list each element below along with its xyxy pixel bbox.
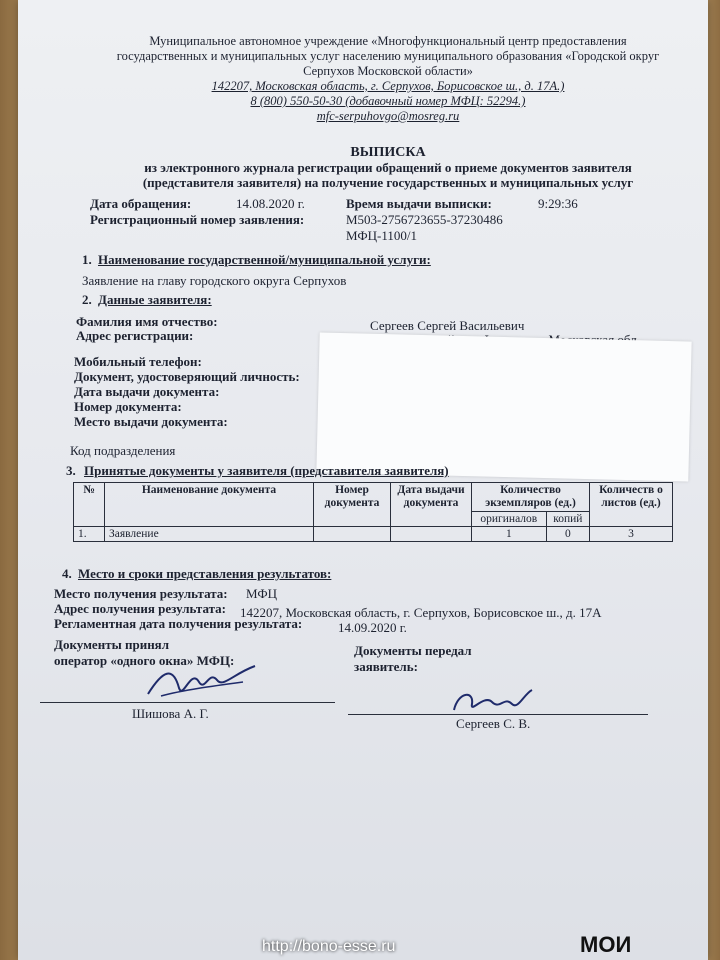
row-sheets: 3 (590, 527, 673, 542)
document-sheet (18, 0, 708, 960)
document-place-label: Место выдачи документа: (74, 414, 228, 429)
result-date-value: 14.09.2020 г. (338, 620, 407, 635)
section1-heading: Наименование государственной/муниципальной услуги: (98, 252, 431, 267)
fio-label: Фамилия имя отчество: (76, 314, 218, 329)
col-originals-header: оригиналов (472, 512, 547, 527)
handed-label-1: Документы передал (354, 643, 472, 658)
org-line-2: государственных и муниципальных услуг населению муниципального образования «Городской округ (116, 49, 660, 63)
col-name-header: Наименование документа (105, 483, 314, 527)
accepted-label-2: оператор «одного окна» МФЦ: (54, 653, 235, 668)
section2-heading: Данные заявителя: (98, 292, 212, 307)
id-document-label: Документ, удостоверяющий личность: (74, 369, 300, 384)
handed-label-2: заявитель: (354, 659, 418, 674)
col-qty-header: Количество экземпляров (ед.) (472, 483, 590, 512)
org-line-3: Серпухов Московской области» (303, 64, 473, 78)
result-place-label: Место получения результата: (54, 586, 228, 601)
row-document-name: Заявление (105, 527, 314, 542)
result-address-value: 142207, Московская область, г. Серпухов, Борисовское ш., д. 17А (240, 605, 602, 620)
document-title (78, 145, 698, 190)
col-number-header: № (74, 483, 105, 527)
division-code-label: Код подразделения (70, 443, 176, 458)
org-address: 142207, Московская область, г. Серпухов, Борисовское ш., д. 17А.) (211, 79, 565, 93)
document-number-label: Номер документа: (74, 399, 182, 414)
result-address-label: Адрес получения результата: (54, 601, 227, 616)
result-date-label: Регламентная дата получения результата: (54, 616, 303, 631)
row-number: 1. (74, 527, 105, 542)
watermark-url: http://bono-esse.ru (262, 938, 396, 955)
document-date-label: Дата выдачи документа: (74, 384, 220, 399)
date-value: 14.08.2020 г. (236, 196, 305, 211)
title-main: ВЫПИСКА (350, 145, 426, 160)
section2-number: 2. (82, 292, 92, 307)
time-value: 9:29:36 (538, 196, 578, 211)
applicant-name: Сергеев С. В. (456, 716, 531, 731)
org-line-1: Муниципальное автономное учреждение «Многофункциональный центр предоставления (149, 34, 627, 48)
row-document-number (314, 527, 391, 542)
operator-name: Шишова А. Г. (132, 706, 209, 721)
org-email: mfc-serpuhovgo@mosreg.ru (316, 109, 460, 123)
organization-header (78, 34, 698, 124)
row-copies: 0 (546, 527, 589, 542)
result-place-value: МФЦ (246, 586, 278, 601)
row-document-date (391, 527, 472, 542)
accepted-documents-table (73, 482, 673, 542)
section3-number: 3. (66, 463, 76, 478)
moi-logo: МОИ (580, 932, 632, 957)
col-docnum-header: Номер документа (314, 483, 391, 527)
service-value: Заявление на главу городского округа Серпухов (82, 273, 347, 288)
reg-value-1: М503-2756723655-37230486 (346, 212, 503, 227)
date-label: Дата обращения: (90, 196, 192, 211)
row-originals: 1 (472, 527, 547, 542)
title-sub-2: (представителя заявителя) на получение государственных и муниципальных услуг (142, 175, 634, 190)
section4-heading: Место и сроки представления результатов: (78, 566, 332, 581)
org-phone: 8 (800) 550-50-30 (добавочный номер МФЦ: 52294.) (250, 94, 526, 108)
col-sheets-header: Количеств о листов (ед.) (590, 483, 673, 527)
reg-label: Регистрационный номер заявления: (90, 212, 305, 227)
phone-label: Мобильный телефон: (74, 354, 202, 369)
col-date-header: Дата выдачи документа (391, 483, 472, 527)
time-label: Время выдачи выписки: (346, 196, 492, 211)
section4-number: 4. (62, 566, 72, 581)
operator-signature-scribble (143, 660, 263, 704)
redaction-patch (316, 332, 691, 481)
col-copies-header: копий (546, 512, 589, 527)
fio-value: Сергеев Сергей Васильевич (370, 318, 525, 333)
title-sub-1: из электронного журнала регистрации обращений о приеме документов заявителя (144, 160, 632, 175)
section1-number: 1. (82, 252, 92, 267)
reg-value-2: МФЦ-1100/1 (346, 228, 418, 243)
section3-heading: Принятые документы у заявителя (представителя заявителя) (84, 463, 449, 478)
applicant-signature-scribble (448, 684, 538, 720)
accepted-label-1: Документы принял (54, 637, 170, 652)
address-label: Адрес регистрации: (76, 328, 194, 343)
table-header-row (74, 483, 673, 512)
table-row (74, 527, 673, 542)
